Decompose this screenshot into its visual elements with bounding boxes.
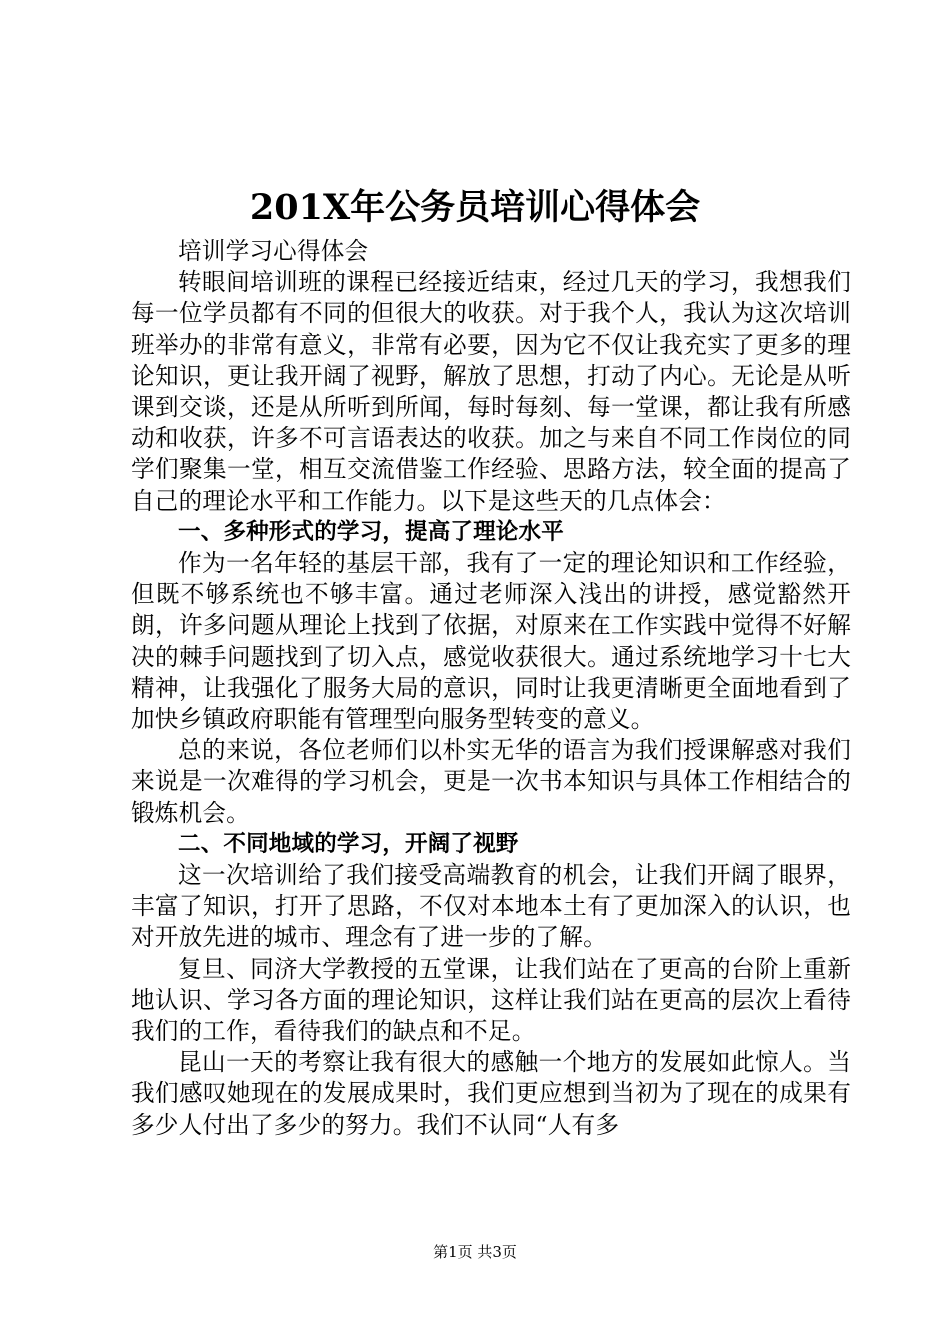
document-body bbox=[131, 236, 851, 1141]
page-footer: 第1页 共3页 bbox=[433, 1243, 517, 1261]
body-paragraph: 总的来说，各位老师们以朴实无华的语言为我们授课解惑对我们来说是一次难得的学习机会，更是一次书本知识与具体工作相结合的锻炼机会。 bbox=[131, 736, 851, 827]
subtitle-paragraph: 培训学习心得体会 bbox=[178, 237, 369, 265]
body-paragraph: 作为一名年轻的基层干部，我有了一定的理论知识和工作经验，但既不够系统也不够丰富。通过老师深入浅出的讲授，感觉豁然开朗，许多问题从理论上找到了依据，对原来在工作实践中觉得不好解决的棘手问题找到了切入点，感觉收获很大。通过系统地学习十七大精神，让我强化了服务大局的意识，同时让我更清晰更全面地看到了加快乡镇政府职能有管理型向服务型转变的意义。 bbox=[131, 549, 851, 734]
body-paragraph: 转眼间培训班的课程已经接近结束，经过几天的学习，我想我们每一位学员都有不同的但很大的收获。对于我个人，我认为这次培训班举办的非常有意义，非常有必要，因为它不仅让我充实了更多的理论知识，更让我开阔了视野，解放了思想，打动了内心。无论是从听课到交谈，还是从所听到所闻，每时每刻、每一堂课，都让我有所感动和收获，许多不可言语表达的收获。加之与来自不同工作岗位的同学们聚集一堂，相互交流借鉴工作经验、思路方法，较全面的提高了自己的理论水平和工作能力。以下是这些天的几点体会： bbox=[131, 268, 851, 515]
section-heading: 二、不同地域的学习，开阔了视野 bbox=[178, 830, 519, 857]
body-paragraph: 复旦、同济大学教授的五堂课，让我们站在了更高的台阶上重新地认识、学习各方面的理论知识，这样让我们站在更高的层次上看待我们的工作，看待我们的缺点和不足。 bbox=[131, 954, 851, 1046]
body-paragraph: 这一次培训给了我们接受高端教育的机会，让我们开阔了眼界，丰富了知识，打开了思路，不仅对本地本土有了更加深入的认识，也对开放先进的城市、理念有了进一步的了解。 bbox=[131, 861, 851, 952]
body-paragraph: 昆山一天的考察让我有很大的感触一个地方的发展如此惊人。当我们感叹她现在的发展成果时，我们更应想到当初为了现在的成果有多少人付出了多少的努力。我们不认同“人有多 bbox=[131, 1048, 851, 1139]
section-heading: 一、多种形式的学习，提高了理论水平 bbox=[178, 518, 564, 545]
document-title: 201X年公务员培训心得体会 bbox=[249, 187, 701, 228]
